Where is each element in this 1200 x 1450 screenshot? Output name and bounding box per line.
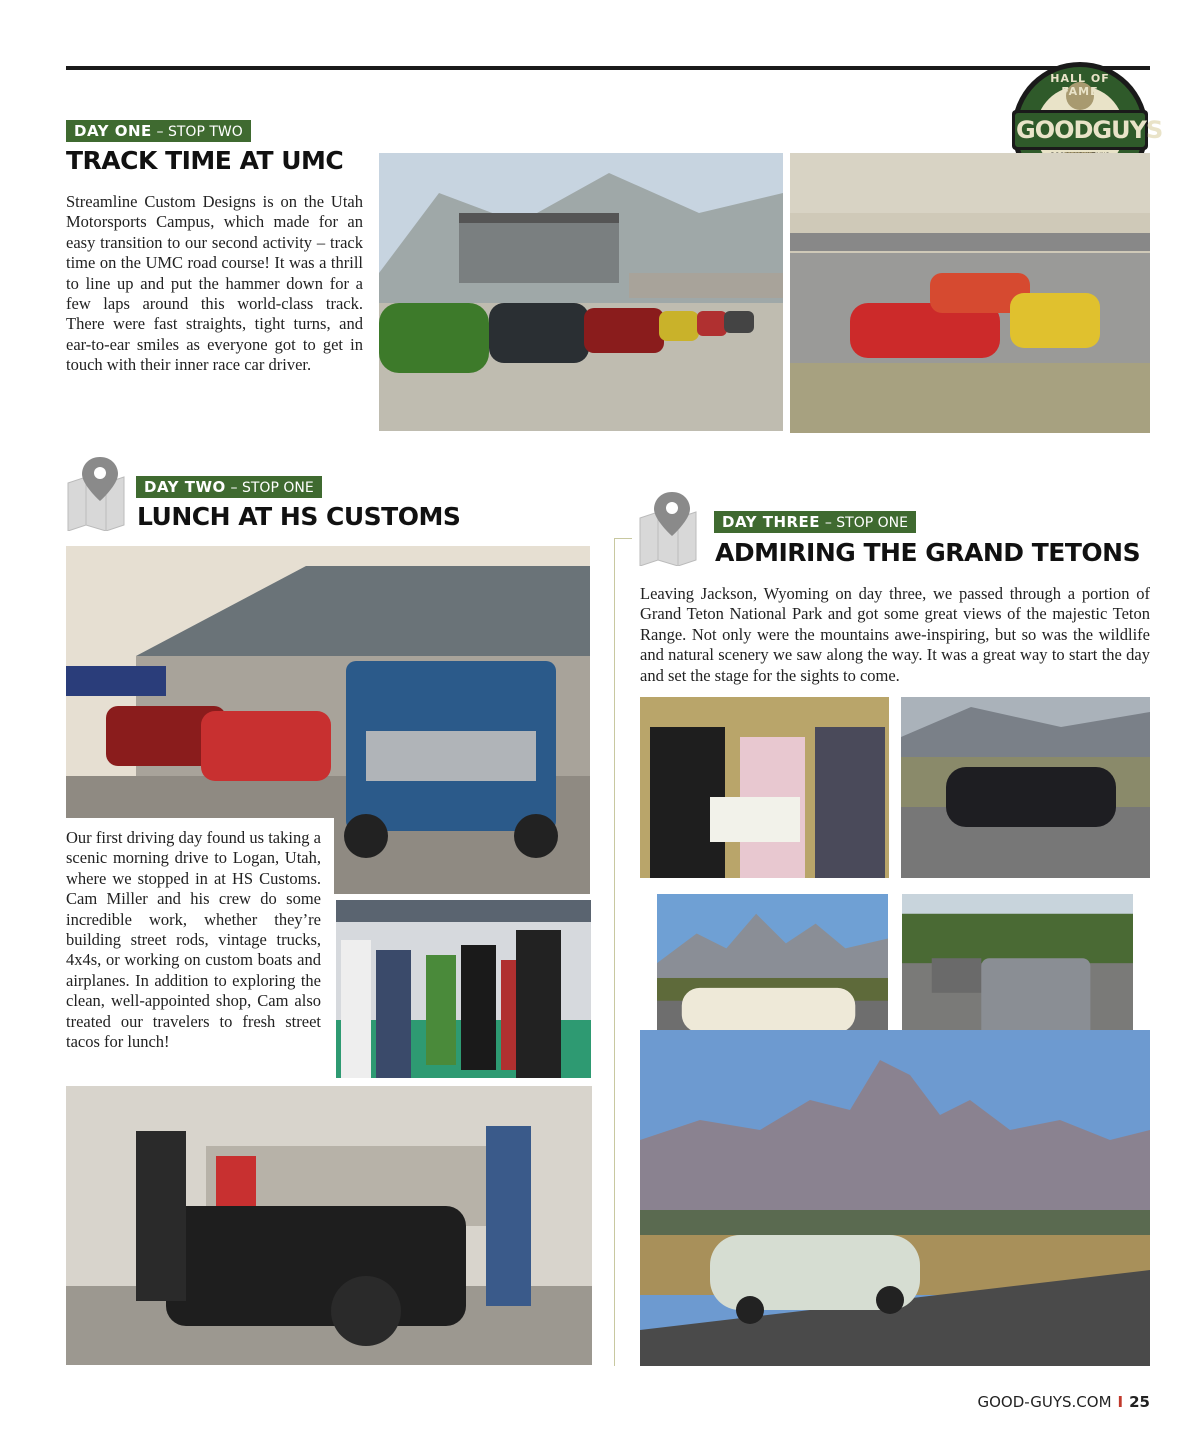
stop-label: – STOP ONE bbox=[230, 480, 314, 496]
photo-track-racing bbox=[790, 153, 1150, 433]
photo-shop-truck bbox=[66, 1086, 592, 1365]
day-label: DAY TWO bbox=[144, 478, 226, 496]
photo-grand-tetons bbox=[640, 1030, 1150, 1366]
day-label: DAY THREE bbox=[722, 513, 821, 531]
day-label: DAY ONE bbox=[74, 122, 152, 140]
section-title-3: ADMIRING THE GRAND TETONS bbox=[715, 538, 1141, 567]
photo-lunch-tent bbox=[336, 900, 591, 1078]
map-pin-icon bbox=[638, 490, 698, 566]
day-tag-1 bbox=[66, 120, 251, 142]
logo-brand: GOODGUYS bbox=[1016, 116, 1163, 144]
map-pin-icon bbox=[66, 455, 126, 531]
page-number: 25 bbox=[1129, 1393, 1150, 1411]
photo-chevelle bbox=[901, 697, 1150, 878]
photo-map-reading bbox=[640, 697, 889, 878]
day-tag-2 bbox=[136, 476, 322, 498]
section-body-2: Our first driving day found us taking a scenic morning drive to Logan, Utah, where we stopped in at HS Customs. Cam Miller and his crew do some incredible work, whether they’re building street rods, vintage trucks, 4x4s, or working on custom boats and airplanes. In addition to exploring the clean, well-appointed shop, Cam also treated our travelers to fresh street tacos for lunch! bbox=[66, 828, 321, 1052]
footer-separator: I bbox=[1117, 1393, 1124, 1411]
top-rule bbox=[66, 66, 1150, 70]
logo-top-arc: HALL OF FAME bbox=[1050, 72, 1110, 98]
column-rule-tick bbox=[614, 538, 632, 539]
stop-label: – STOP ONE bbox=[824, 515, 908, 531]
section-title-2: LUNCH AT HS CUSTOMS bbox=[137, 502, 461, 531]
section-body-3: Leaving Jackson, Wyoming on day three, we passed through a portion of Grand Teton National Park and got some great views of the majestic Teton Range. Not only were the mountains awe-inspiring, but so was the wildlife and natural scenery we saw along the way. It was a great way to start the day and set the stage for the sights to come. bbox=[640, 584, 1150, 685]
page-footer bbox=[978, 1393, 1151, 1411]
column-rule bbox=[614, 538, 615, 1366]
stop-label: – STOP TWO bbox=[156, 124, 243, 140]
section-body-1: Streamline Custom Designs is on the Utah Motorsports Campus, which made for an easy transition to our second activity – track time on the UMC road course! It was a thrill to line up and put the hammer down for a few laps around this world-class track. There were fast straights, tight turns, and ear-to-ear smiles as everyone got to get in touch with their inner race car driver. bbox=[66, 192, 363, 375]
footer-site: GOOD-GUYS.COM bbox=[977, 1393, 1112, 1411]
day-tag-3 bbox=[714, 511, 916, 533]
section-title-1: TRACK TIME AT UMC bbox=[66, 146, 344, 175]
photo-cars-lined-up bbox=[379, 153, 783, 431]
